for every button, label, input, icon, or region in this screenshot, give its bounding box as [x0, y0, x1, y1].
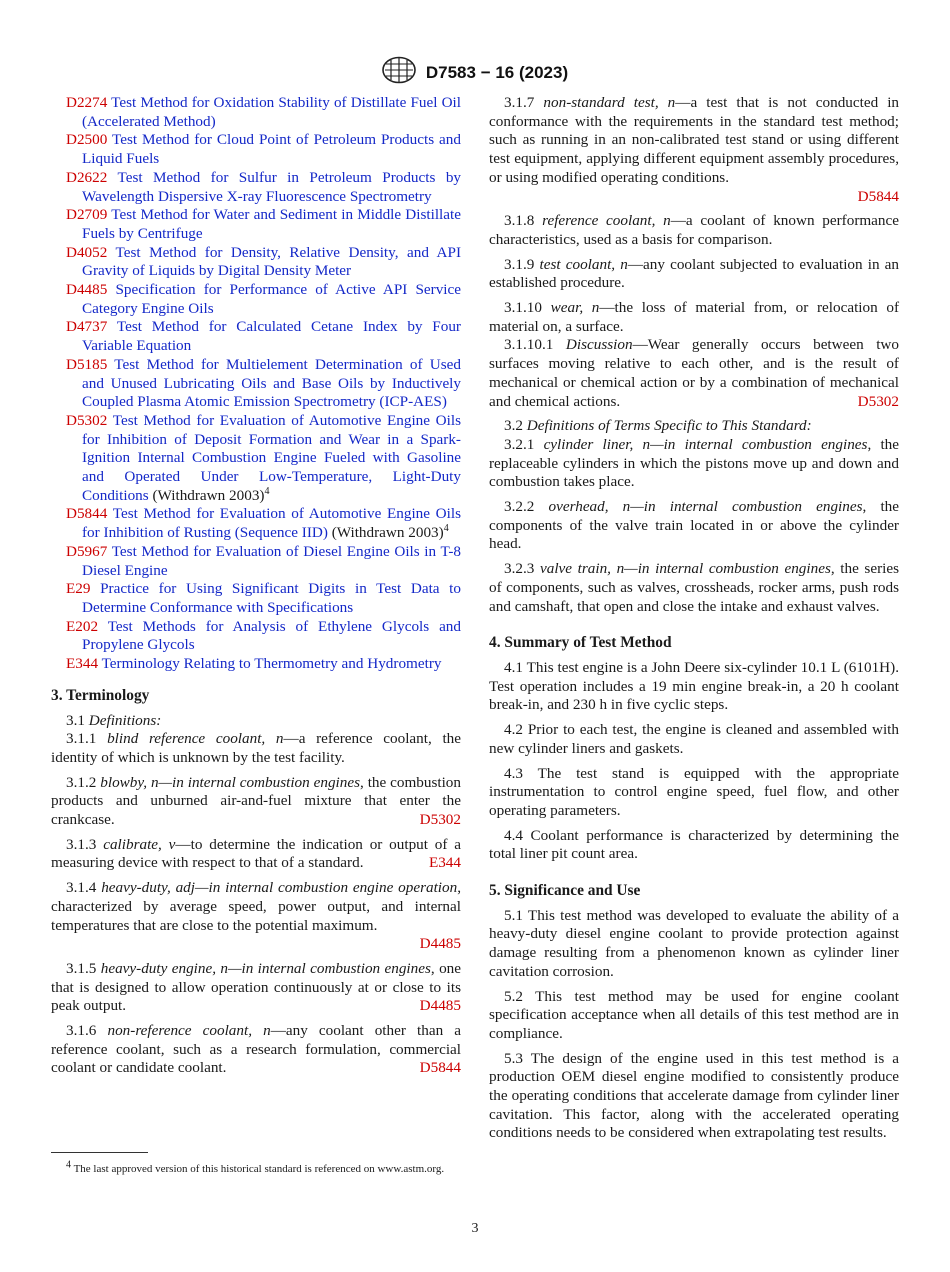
reference-code-link[interactable]: D5844: [857, 187, 899, 205]
reference-title-link[interactable]: Test Method for Calculated Cetane Index by Four Variable Equation: [82, 318, 461, 355]
reference-code-link[interactable]: D5302: [857, 392, 899, 410]
reference-title-link[interactable]: Test Method for Oxidation Stability of Distillate Fuel Oil (Accelerated Method): [82, 94, 461, 130]
definition-3-1-3: 3.1.3 calibrate, v—to determine the indication or output of a measuring device with respect to that of a standard. E344: [51, 835, 462, 872]
section-heading: 4. Summary of Test Method: [489, 634, 672, 652]
definition-3-1-10: 3.1.10 wear, n—the loss of material from, or relocation of material on, a surface.: [489, 299, 900, 335]
paragraph-4-3: 4.3 The test stand is equipped with the appropriate instrumentation to control engine speed, fuel flow, and other operating parameters.: [489, 764, 899, 819]
reference-title-link[interactable]: Test Method for Evaluation of Automotive Engine Oils for Inhibition of Deposit Formation and Wear in a Spark-Ignition Internal Combustion Engine Fueled with Gasoline and Operated Under Low-Temperature, Light-Duty Conditions: [82, 411, 461, 504]
reference-code-link[interactable]: E344: [66, 655, 99, 673]
reference-item: [51, 618, 461, 655]
reference-title-link[interactable]: Test Method for Water and Sediment in Middle Distillate Fuels by Centrifuge: [82, 206, 461, 242]
reference-code-link[interactable]: D5844: [419, 1059, 461, 1077]
definition-3-1-9: 3.1.9 test coolant, n—any coolant subjected to evaluation in an established procedure.: [489, 255, 900, 292]
reference-code-link[interactable]: D4485: [419, 997, 461, 1015]
reference-item: [51, 244, 461, 281]
footnote: $^4$ The last approved version of this historical standard is referenced on www.astm.org.: [66, 1159, 445, 1175]
reference-code-link[interactable]: D4052: [66, 243, 108, 261]
right-column: [489, 94, 899, 1143]
reference-title-link[interactable]: Specification for Performance of Active API Service Category Engine Oils: [82, 281, 461, 317]
reference-item: [51, 412, 461, 506]
definition-3-2-1: 3.2.1 cylinder liner, n—in internal combustion engines, the replaceable cylinders in which the pistons move up and down and combustion takes place.: [489, 435, 900, 491]
definition-3-1-8: 3.1.8 reference coolant, n—a coolant of known performance characteristics, used as a basis for comparison.: [489, 212, 900, 248]
reference-code-link[interactable]: D5967: [66, 542, 108, 560]
section-heading: 5. Significance and Use: [489, 882, 641, 900]
reference-title-link[interactable]: Test Method for Density, Relative Density, and API Gravity of Liquids by Digital Density Meter: [82, 243, 461, 280]
definition-3-2-3: 3.2.3 valve train, n—in internal combustion engines, the series of components, such as valves, crossheads, rocker arms, push rods and camshaft, that open and close the intake and exhaust valves.: [489, 560, 900, 615]
paragraph-4-2: 4.2 Prior to each test, the engine is cleaned and assembled with new cylinder liners and gaskets.: [489, 721, 899, 757]
subsection-3-2: 3.2 Definitions of Terms Specific to This Standard:: [504, 417, 812, 435]
discussion-3-1-10-1: 3.1.10.1 Discussion—Wear generally occurs between two surfaces moving relative to each other, and is the result of mechanical or chemical action or by a combination of mechanical and chemical actions. D5302: [489, 336, 899, 410]
astm-logo: [382, 56, 416, 89]
reference-title-link[interactable]: Test Methods for Analysis of Ethylene Glycols and Propylene Glycols: [82, 617, 461, 654]
reference-title-link[interactable]: Practice for Using Significant Digits in Test Data to Determine Conformance with Specifications: [82, 580, 461, 616]
standard-designation: D7583 − 16 (2023): [425, 62, 569, 82]
referenced-documents-list: [51, 94, 461, 674]
reference-title-link[interactable]: Test Method for Cloud Point of Petroleum Products and Liquid Fuels: [82, 131, 461, 168]
reference-code-link[interactable]: E29: [66, 580, 91, 598]
reference-code-link[interactable]: D5185: [66, 355, 108, 373]
reference-code-link[interactable]: D2622: [66, 168, 108, 186]
reference-code-link[interactable]: D5844: [66, 505, 108, 523]
reference-item: [51, 655, 461, 674]
reference-item: [51, 505, 461, 542]
definition-3-1-4: 3.1.4 heavy-duty, adj—in internal combustion engine operation, characterized by average speed, power output, and internal temperatures that are close to the potential maximum. D4485: [51, 879, 461, 953]
paragraph-4-1: 4.1 This test engine is a John Deere six-cylinder 10.1 L (6101H). Test operation includes a 19 min engine break-in, a 20 h coolant break-in, and 230 h in five cyclic steps.: [489, 658, 899, 714]
reference-code-link[interactable]: E202: [66, 617, 99, 635]
reference-item: [51, 206, 461, 243]
paragraph-5-3: 5.3 The design of the engine used in this test method is a production OEM diesel engine modified to consistently produce the operating conditions that accelerate damage from cylinder liner cavitation. This factor, along with the accelerated operating conditions needs to be considered when extrapolating test results.: [489, 1049, 899, 1142]
reference-item: [51, 318, 461, 355]
left-column: [51, 94, 461, 1078]
page-header: [0, 56, 950, 89]
paragraph-5-2: 5.2 This test method may be used for engine coolant specification acceptance when all details of this test method are in compliance.: [489, 987, 899, 1042]
reference-item: [51, 169, 461, 206]
definition-3-1-5: 3.1.5 heavy-duty engine, n—in internal combustion engines, one that is designed to allow operation continuously at or close to its peak output. D4485: [51, 959, 461, 1015]
reference-code-link[interactable]: D5302: [66, 411, 108, 429]
reference-code-link[interactable]: E344: [428, 854, 461, 872]
section-heading: 3. Terminology: [51, 686, 150, 704]
definition-3-1-2: 3.1.2 blowby, n—in internal combustion engines, the combustion products and unburned air-and-fuel mixture that enter the crankcase. D5302: [51, 773, 461, 829]
reference-title-link[interactable]: Test Method for Evaluation of Automotive Engine Oils for Inhibition of Rusting (Sequence IID): [82, 505, 461, 542]
reference-title-link[interactable]: Test Method for Sulfur in Petroleum Products by Wavelength Dispersive X-ray Fluorescence Spectrometry: [82, 168, 462, 205]
reference-item: [51, 580, 461, 617]
reference-title-link[interactable]: Test Method for Evaluation of Diesel Engine Oils in T-8 Diesel Engine: [82, 542, 461, 579]
footnote-marker: 4: [264, 485, 270, 497]
definition-3-2-2: 3.2.2 overhead, n—in internal combustion engines, the components of the valve train located in or above the cylinder head.: [489, 498, 900, 553]
reference-code-link[interactable]: D4737: [66, 318, 108, 336]
definition-3-1-6: 3.1.6 non-reference coolant, n—any coolant other than a reference coolant, such as a research formulation, commercial coolant or candidate coolant. D5844: [51, 1022, 462, 1077]
reference-item: [51, 131, 461, 168]
reference-code-link[interactable]: D2274: [66, 94, 108, 111]
page-number: 3: [471, 1221, 479, 1236]
reference-code-link[interactable]: D4485: [66, 281, 108, 299]
reference-title-link[interactable]: Test Method for Multielement Determination of Used and Unused Lubricating Oils and Base Oils by Inductively Coupled Plasma Atomic Emission Spectrometry (ICP-AES): [82, 355, 461, 411]
reference-item: [51, 281, 461, 318]
paragraph-4-4: 4.4 Coolant performance is characterized by determining the total liner pit count area.: [489, 826, 899, 863]
withdrawn-note: (Withdrawn 2003): [327, 524, 444, 542]
reference-title-link[interactable]: Terminology Relating to Thermometry and Hydrometry: [101, 655, 442, 673]
reference-item: [51, 543, 461, 580]
reference-code-link[interactable]: D2500: [66, 131, 108, 149]
reference-code-link[interactable]: D5302: [419, 811, 461, 829]
definition-3-1-7: 3.1.7 non-standard test, n—a test that is not conducted in conformance with the requirements in the standard test method; such as running in an non-calibrated test stand or using different test equipment, applying different equipment assembly procedures, or using modified operating conditions. D5844: [489, 94, 900, 205]
reference-code-link[interactable]: D2709: [66, 206, 108, 224]
reference-code-link[interactable]: D4485: [419, 935, 461, 953]
subsection-3-1: 3.1 Definitions:: [66, 711, 162, 729]
reference-item: [51, 356, 461, 412]
withdrawn-note: (Withdrawn 2003): [148, 486, 265, 504]
definition-3-1-1: 3.1.1 blind reference coolant, n—a reference coolant, the identity of which is unknown by the test facility.: [51, 730, 462, 766]
footnote-marker: 4: [443, 523, 449, 535]
paragraph-5-1: 5.1 This test method was developed to evaluate the ability of a heavy-duty diesel engine coolant to provide protection against damage resulting from a phenomenon known as cylinder liner cavitation corrosion.: [489, 906, 899, 980]
footnote-divider: [51, 1152, 148, 1153]
reference-item: [51, 94, 461, 131]
